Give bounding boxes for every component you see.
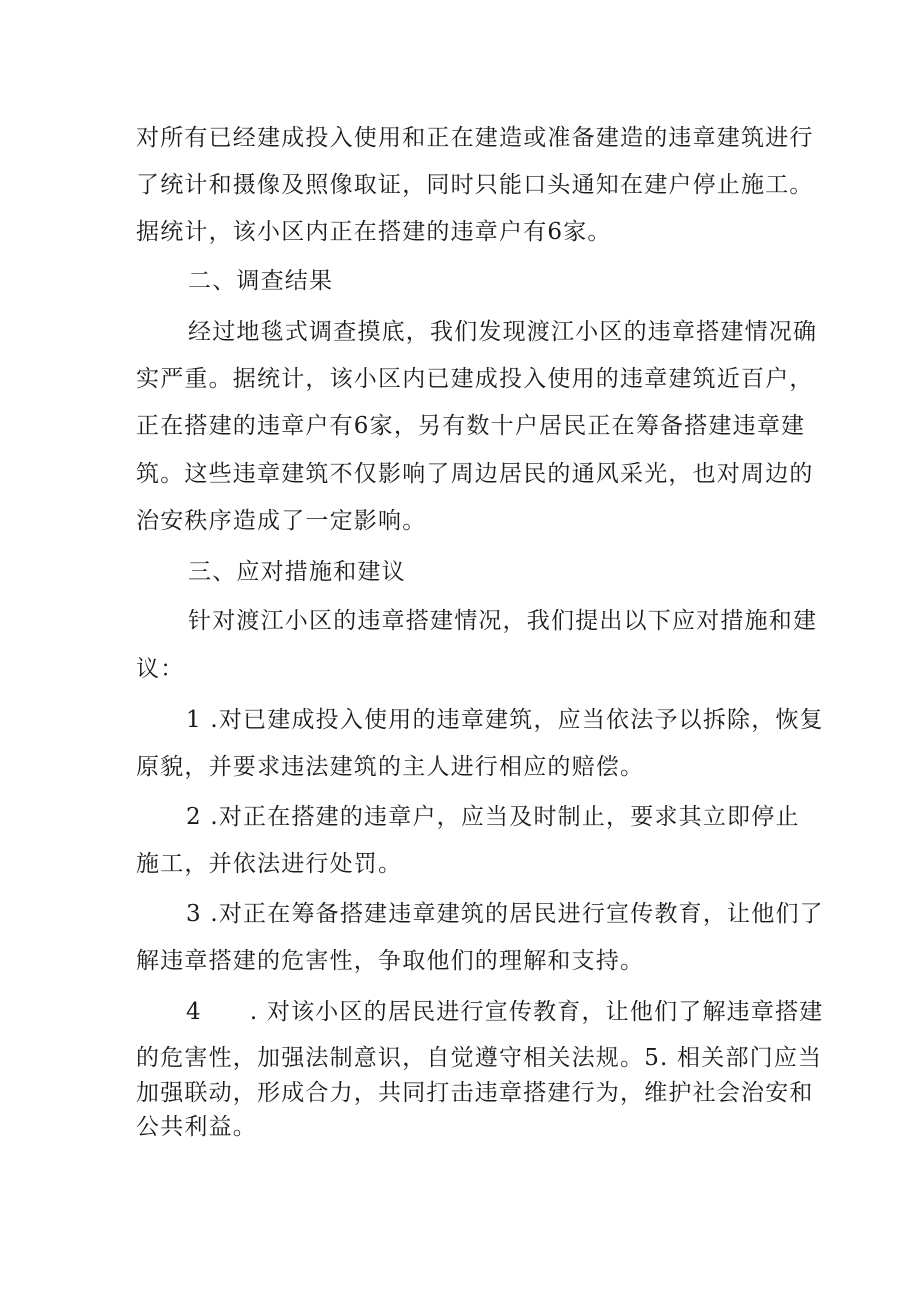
paragraph-line: 经过地毯式调查摸底，我们发现渡江小区的违章搭建情况确 (188, 319, 818, 345)
list-item-line: 解违章搭建的危害性，争取他们的理解和支持。 (136, 948, 645, 974)
section-heading-results: 二、调查结果 (188, 268, 334, 294)
list-item-number: 4 (186, 999, 202, 1025)
section-heading-measures: 三、应对措施和建议 (188, 559, 406, 585)
list-item-line: 1 .对已建成投入使用的违章建筑，应当依法予以拆除，恢复 (186, 707, 824, 733)
paragraph-line: 对所有已经建成投入使用和正在建造或准备建造的违章建筑进行 (136, 125, 814, 151)
list-item-line: 施工，并依法进行处罚。 (136, 851, 403, 877)
paragraph-line: 治安秩序造成了一定影响。 (136, 508, 427, 534)
paragraph-line: 筑。这些违章建筑不仅影响了周边居民的通风采光，也对周边的 (136, 461, 814, 487)
list-item-line: 加强联动，形成合力，共同打击违章搭建行为，维护社会治安和 (136, 1080, 814, 1106)
paragraph-line: 了统计和摄像及照像取证，同时只能口头通知在建户停止施工。 (136, 172, 814, 198)
list-item-line: 3 .对正在筹备搭建违章建筑的居民进行宣传教育，让他们了 (186, 901, 824, 927)
list-item-line (186, 997, 823, 1027)
paragraph-line: 正在搭建的违章户有6家，另有数十户居民正在筹备搭建违章建 (136, 413, 806, 439)
paragraph-line: 据统计，该小区内正在搭建的违章户有6家。 (136, 219, 612, 245)
list-item-text: . 对该小区的居民进行宣传教育，让他们了解违章搭建 (249, 999, 824, 1025)
list-item-line: 原貌，并要求违法建筑的主人进行相应的赔偿。 (136, 754, 645, 780)
paragraph-line: 针对渡江小区的违章搭建情况，我们提出以下应对措施和建 (188, 608, 818, 634)
list-item-line: 公共利益。 (136, 1114, 257, 1140)
list-item-line: 2 .对正在搭建的违章户，应当及时制止，要求其立即停止 (186, 804, 800, 830)
paragraph-line: 实严重。据统计，该小区内已建成投入使用的违章建筑近百户， (136, 366, 814, 392)
list-item-line: 的危害性，加强法制意识，自觉遵守相关法规。5. 相关部门应当 (136, 1045, 823, 1071)
paragraph-line: 议： (136, 656, 185, 682)
